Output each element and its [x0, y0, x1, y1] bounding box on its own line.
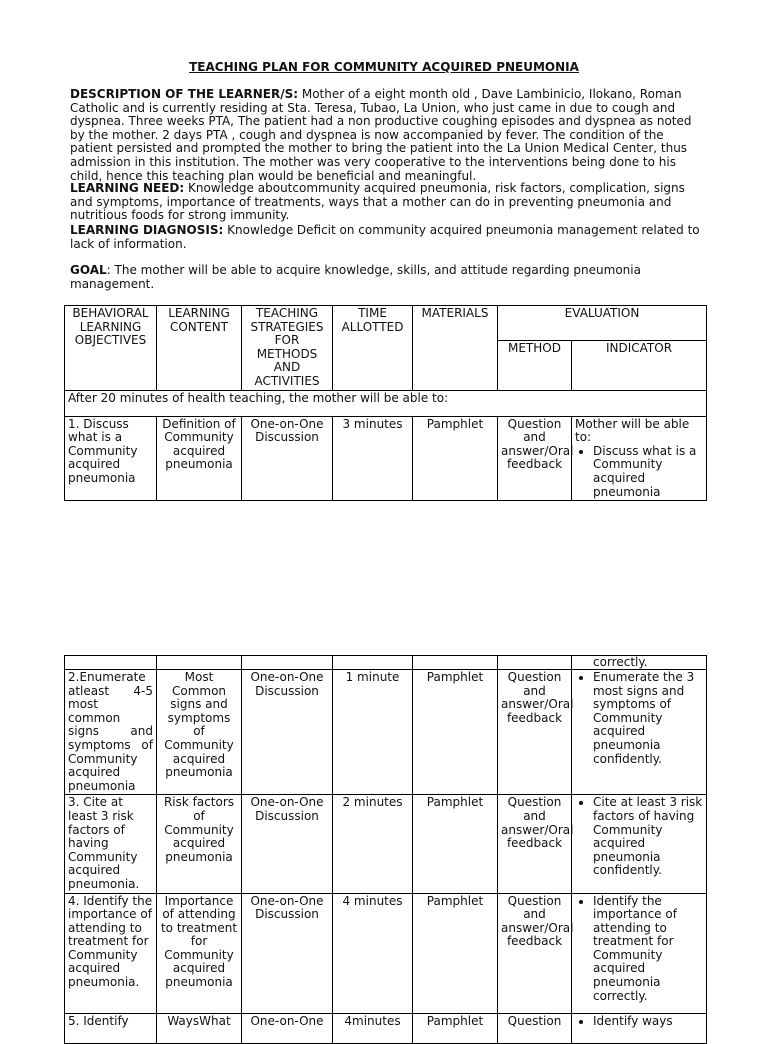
header-evaluation: EVALUATION: [498, 306, 707, 341]
row4-strategy: One-on-One Discussion: [242, 893, 333, 1013]
row1-time: 3 minutes: [333, 416, 413, 501]
learning-diagnosis: [70, 224, 700, 251]
header-strategies: TEACHING STRATEGIES FOR METHODS AND ACTIVITIES: [242, 306, 333, 391]
row3-content: Risk factors of Community acquired pneumonia: [157, 795, 242, 893]
row5-indicator-cell: [572, 1013, 707, 1043]
header-materials: MATERIALS: [413, 306, 498, 391]
row4-time: 4 minutes: [333, 893, 413, 1013]
row2-strategy: One-on-One Discussion: [242, 670, 333, 795]
header-objectives: BEHAVIORAL LEARNING OBJECTIVES: [65, 306, 157, 391]
row1-indicator-cell: [572, 416, 707, 501]
header-time: TIME ALLOTTED: [333, 306, 413, 391]
row2-content: Most Common signs and symptoms of Community acquired pneumonia: [157, 670, 242, 795]
row5-time: 4minutes: [333, 1013, 413, 1043]
table-row: [65, 795, 707, 893]
learning-need: [70, 182, 700, 223]
goal: [70, 264, 700, 291]
row2-objective: 2.Enumerate atleast 4-5 most common signs and symptoms of Community acquired pneumonia: [65, 670, 157, 795]
goal-label: GOAL: [70, 263, 107, 277]
learning-need-label: LEARNING NEED:: [70, 181, 185, 195]
row4-materials: Pamphlet: [413, 893, 498, 1013]
table-intro: After 20 minutes of health teaching, the mother will be able to:: [65, 390, 707, 416]
table-row: [65, 1013, 707, 1043]
row1-indicator-lead: Mother will be able to:: [575, 416, 690, 445]
row5-materials: Pamphlet: [413, 1013, 498, 1043]
row1-indicator: • Discuss what is a Community acquired pneumonia: [593, 445, 703, 499]
row1-content: Definition of Community acquired pneumonia: [157, 416, 242, 501]
row2-indicator-cell: [572, 670, 707, 795]
row3-objective: 3. Cite at least 3 risk factors of having Community acquired pneumonia.: [65, 795, 157, 893]
row5-method: Question: [498, 1013, 572, 1043]
row4-method: Question and answer/Oral feedback: [498, 893, 572, 1013]
header-method: METHOD: [498, 341, 572, 391]
row2-time: 1 minute: [333, 670, 413, 795]
table-row: [65, 670, 707, 795]
learner-description: [70, 88, 700, 183]
row3-indicator-cell: [572, 795, 707, 893]
row1-materials: Pamphlet: [413, 416, 498, 501]
header-content: LEARNING CONTENT: [157, 306, 242, 391]
continuation-text: correctly.: [572, 656, 707, 670]
teaching-plan-table: [64, 305, 707, 501]
row3-materials: Pamphlet: [413, 795, 498, 893]
row1-strategy: One-on-One Discussion: [242, 416, 333, 501]
description-text: Mother of a eight month old , Dave Lambinicio, Ilokano, Roman Catholic and is currently residing at Sta. Teresa, Tubao, La Union, who just came in due to cough and dyspnea. Three weeks PTA, The patient had a non productive coughing episodes and dyspnea as noted by the mother. 2 days PTA , cough and dyspnea is now accompanied by fever. The condition of the patient persisted and prompted the mother to bring the patient into the La Union Medical Center, thus admission in this institution. The mother was very cooperative to the interventions being done to his child, hence this teaching plan would be beneficial and meaningful.: [70, 87, 692, 183]
teaching-plan-table-continued: [64, 655, 707, 1044]
row5-strategy: One-on-One: [242, 1013, 333, 1043]
row4-content: Importance of attending to treatment for Community acquired pneumonia: [157, 893, 242, 1013]
row4-indicator-cell: [572, 893, 707, 1013]
row3-indicator: • Cite at least 3 risk factors of having Community acquired pneumonia confidently.: [593, 796, 703, 878]
learning-diagnosis-text: Knowledge Deficit on community acquired pneumonia management related to lack of information.: [70, 223, 700, 251]
header-indicator: INDICATOR: [572, 341, 707, 391]
row5-indicator: • Identify ways: [593, 1015, 703, 1029]
row3-time: 2 minutes: [333, 795, 413, 893]
row5-content: WaysWhat: [157, 1013, 242, 1043]
row1-objective: 1. Discuss what is a Community acquired pneumonia: [65, 416, 157, 501]
learning-need-text: Knowledge aboutcommunity acquired pneumonia, risk factors, complication, signs and symptoms, importance of treatments, ways that a mother can do in preventing pneumonia and nutritious foods for strong immunity.: [70, 181, 685, 223]
row3-method: Question and answer/Oral feedback: [498, 795, 572, 893]
row4-objective: 4. Identify the importance of attending to treatment for Community acquired pneumonia.: [65, 893, 157, 1013]
table-row: [65, 416, 707, 501]
table-row: [65, 893, 707, 1013]
row4-indicator: • Identify the importance of attending to treatment for Community acquired pneumonia correctly.: [593, 895, 703, 1004]
row1-method: Question and answer/Oral feedback: [498, 416, 572, 501]
row5-objective: 5. Identify: [65, 1013, 157, 1043]
row2-materials: Pamphlet: [413, 670, 498, 795]
document-title: TEACHING PLAN FOR COMMUNITY ACQUIRED PNEUMONIA: [189, 60, 579, 74]
goal-text: : The mother will be able to acquire knowledge, skills, and attitude regarding pneumonia management.: [70, 263, 641, 291]
row2-indicator: • Enumerate the 3 most signs and symptoms of Community acquired pneumonia confidently.: [593, 671, 703, 766]
learning-diagnosis-label: LEARNING DIAGNOSIS:: [70, 223, 224, 237]
row2-method: Question and answer/Oral feedback: [498, 670, 572, 795]
description-label: DESCRIPTION OF THE LEARNER/S:: [70, 87, 299, 101]
row3-strategy: One-on-One Discussion: [242, 795, 333, 893]
